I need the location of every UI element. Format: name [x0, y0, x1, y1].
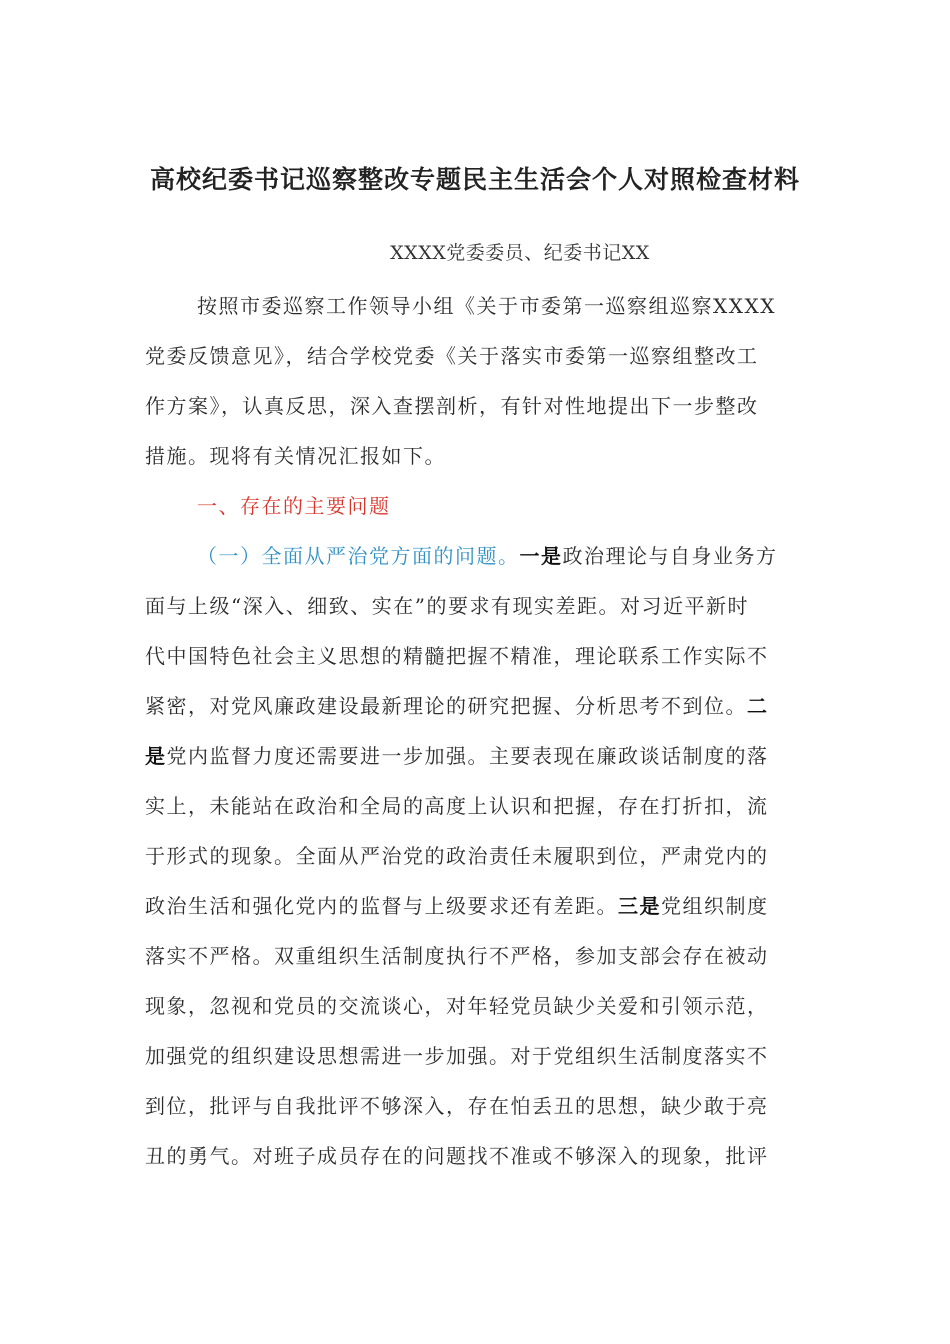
body-line: 现象，忽视和党员的交流谈心，对年轻党员缺少关爱和引领示范，: [145, 994, 769, 1018]
document-title: 高校纪委书记巡察整改专题民主生活会个人对照检查材料: [149, 165, 800, 194]
body-text: 政治理论与自身业务方: [562, 544, 778, 568]
body-line: 加强党的组织建设思想需进一步加强。对于党组织生活制度落实不: [145, 1044, 769, 1068]
body-line: [145, 690, 805, 719]
intro-line: 按照市委巡察工作领导小组《关于市委第一巡察组巡察XXXX: [197, 294, 776, 318]
body-text: 紧密，对党风廉政建设最新理论的研究把握、分析思考不到位。: [145, 694, 747, 718]
subsection-line: [145, 540, 857, 569]
body-line: [145, 890, 805, 919]
body-line: 代中国特色社会主义思想的精髓把握不精准，理论联系工作实际不: [145, 644, 769, 668]
body-line: 实上，未能站在政治和全局的高度上认识和把握，存在打折扣，流: [145, 794, 769, 818]
body-line: 丑的勇气。对班子成员存在的问题找不准或不够深入的现象，批评: [145, 1144, 769, 1168]
point-marker: 是: [145, 744, 167, 768]
point-marker: 三是: [618, 894, 661, 918]
body-text: 政治生活和强化党内的监督与上级要求还有差距。: [145, 894, 618, 918]
body-line: 于形式的现象。全面从严治党的政治责任未履职到位，严肃党内的: [145, 844, 769, 868]
intro-line: 党委反馈意见》，结合学校党委《关于落实市委第一巡察组整改工: [145, 344, 759, 368]
intro-line: 作方案》，认真反思，深入查摆剖析，有针对性地提出下一步整改: [145, 394, 759, 418]
body-text: 党组织制度: [661, 894, 769, 918]
body-text: 党内监督力度还需要进一步加强。主要表现在廉政谈话制度的落: [166, 744, 769, 768]
point-marker: 二: [747, 694, 769, 718]
body-line: 到位，批评与自我批评不够深入，存在怕丢丑的思想，缺少敢于亮: [145, 1094, 769, 1118]
body-line: 落实不严格。双重组织生活制度执行不严格，参加支部会存在被动: [145, 944, 769, 968]
point-marker: 一是: [519, 544, 563, 568]
section-heading: 一、存在的主要问题: [197, 494, 391, 518]
subsection-heading: （一）全面从严治党方面的问题。: [197, 544, 520, 568]
body-line: [145, 740, 805, 769]
body-line: 面与上级“深入、细致、实在”的要求有现实差距。对习近平新时: [145, 594, 749, 618]
intro-line: 措施。现将有关情况汇报如下。: [145, 444, 446, 468]
author-line: XXXX党委委员、纪委书记XX: [390, 242, 650, 264]
